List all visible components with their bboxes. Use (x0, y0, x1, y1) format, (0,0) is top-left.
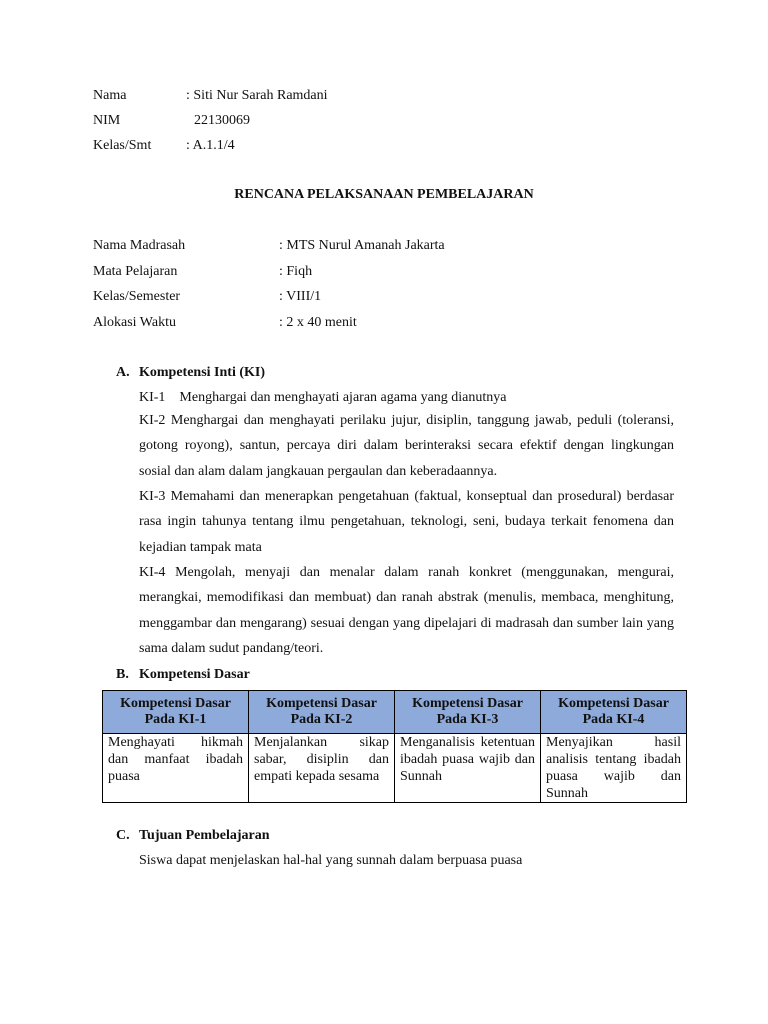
info-school-label: Nama Madrasah (93, 238, 186, 253)
table-header-row (103, 691, 687, 734)
info-semester-label: Kelas/Semester (93, 289, 181, 304)
table-header-cell: Kompetensi Dasar Pada KI-2 (249, 691, 395, 734)
info-semester-value: : VIII/1 (279, 289, 322, 304)
section-a-heading: Kompetensi Inti (KI) (139, 365, 265, 380)
document-title: RENCANA PELAKSANAAN PEMBELAJARAN (234, 187, 534, 202)
identity-class-label: Kelas/Smt (93, 138, 152, 153)
ki4-text: KI-4 Mengolah, menyaji dan menalar dalam ranah konkret (menggunakan, mengurai, merangkai, memodifikasi dan membuat) dan ranah abstrak (menulis, membaca, menghitung, menggambar dan mengarang) sesuai dengan yang dipelajari di madrasah dan sumber lain yang sama dalam sudut pandang/teori. (139, 565, 674, 656)
info-school-value: : MTS Nurul Amanah Jakarta (279, 238, 445, 253)
table-cell: Menjalankan sikap sabar, disiplin dan empati kepada sesama (249, 734, 395, 803)
section-c-letter: C. (116, 828, 130, 843)
section-c-heading: Tujuan Pembelajaran (139, 828, 270, 843)
table-row (103, 734, 687, 803)
section-b-heading: Kompetensi Dasar (139, 667, 250, 682)
ki1-text: KI-1 Menghargai dan menghayati ajaran agama yang dianutnya (139, 390, 507, 405)
table-cell: Menghayati hikmah dan manfaat ibadah puasa (103, 734, 249, 803)
table-header-cell: Kompetensi Dasar Pada KI-4 (541, 691, 687, 734)
table-cell: Menyajikan hasil analisis tentang ibadah puasa wajib dan Sunnah (541, 734, 687, 803)
info-time-label: Alokasi Waktu (93, 315, 176, 330)
info-subject-value: : Fiqh (279, 264, 313, 279)
identity-name-label: Nama (93, 88, 127, 103)
ki3-text: KI-3 Memahami dan menerapkan pengetahuan (faktual, konseptual dan prosedural) berdasar rasa ingin tahunya tentang ilmu pengetahuan, teknologi, seni, budaya terkait fenomena dan kejadian tampak mata (139, 489, 674, 555)
identity-class-value: : A.1.1/4 (186, 138, 235, 153)
info-time-value: : 2 x 40 menit (279, 315, 357, 330)
table-header-cell: Kompetensi Dasar Pada KI-3 (395, 691, 541, 734)
table-cell: Menganalisis ketentuan ibadah puasa wajib dan Sunnah (395, 734, 541, 803)
kompetensi-dasar-table (102, 690, 687, 803)
identity-name-value: : Siti Nur Sarah Ramdani (186, 88, 328, 103)
info-subject-label: Mata Pelajaran (93, 264, 178, 279)
identity-nim-label: NIM (93, 113, 121, 128)
section-b-letter: B. (116, 667, 129, 682)
section-a-letter: A. (116, 365, 130, 380)
table-header-cell: Kompetensi Dasar Pada KI-1 (103, 691, 249, 734)
identity-nim-value: 22130069 (194, 113, 250, 128)
section-c-text: Siswa dapat menjelaskan hal-hal yang sunnah dalam berpuasa puasa (139, 853, 523, 868)
ki2-text: KI-2 Menghargai dan menghayati perilaku jujur, disiplin, tanggung jawab, peduli (toleransi, gotong royong), santun, percaya diri dalam berinteraksi secara efektif dengan lingkungan sosial dan alam dalam jangkauan pergaulan dan keberadaannya. (139, 413, 674, 479)
